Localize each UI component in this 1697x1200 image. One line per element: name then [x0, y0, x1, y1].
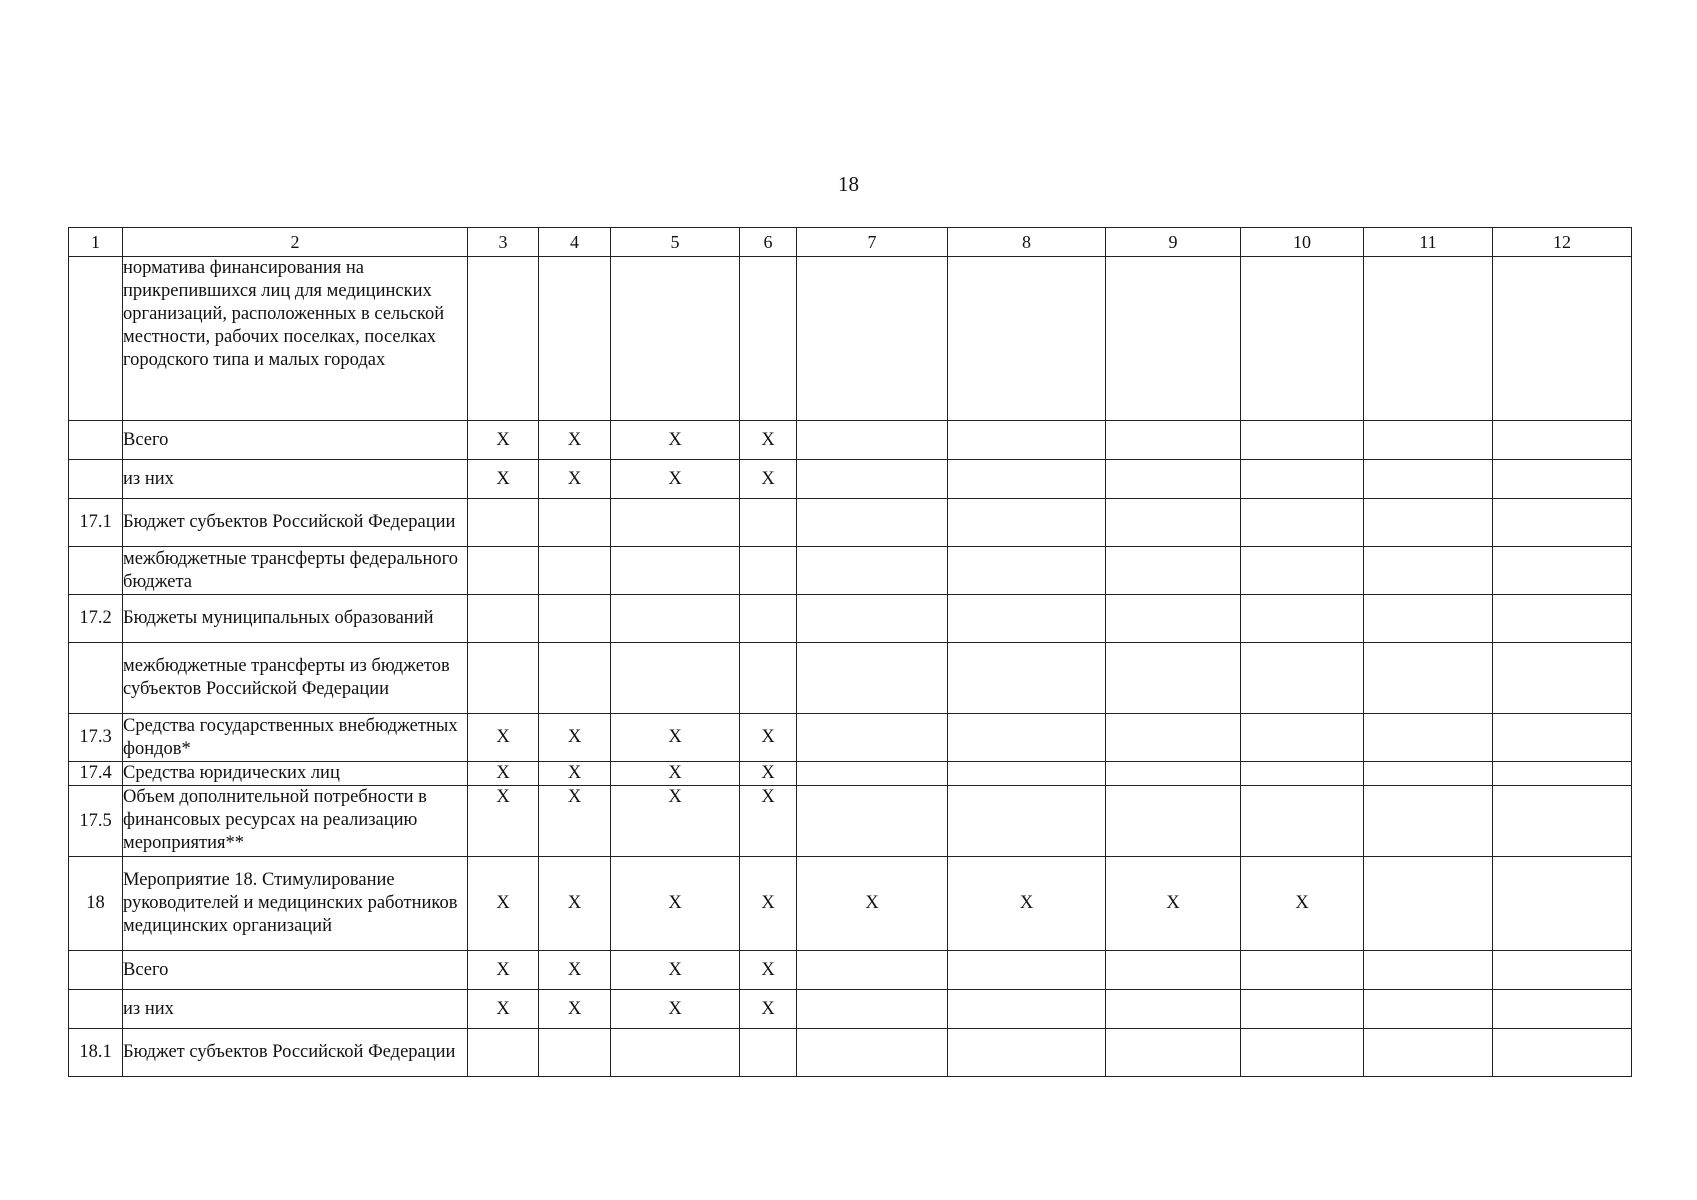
table-cell: [1241, 714, 1364, 762]
column-header: 6: [740, 228, 797, 257]
row-number: 17.3: [69, 714, 123, 762]
table-cell: [740, 1029, 797, 1077]
table-cell: [1364, 257, 1493, 421]
row-description: Средства юридических лиц: [123, 762, 468, 786]
table-row: [69, 951, 1632, 990]
column-header: 1: [69, 228, 123, 257]
row-number: [69, 547, 123, 595]
table-cell: [1241, 421, 1364, 460]
table-cell: [1241, 595, 1364, 643]
table-cell: [468, 595, 539, 643]
table-cell: [539, 257, 611, 421]
table-row: [69, 547, 1632, 595]
table-cell: X: [740, 762, 797, 786]
table-cell: X: [539, 786, 611, 857]
table-row: [69, 990, 1632, 1029]
table-row: [69, 786, 1632, 857]
row-description: Бюджет субъектов Российской Федерации: [123, 1029, 468, 1077]
table-cell: X: [611, 951, 740, 990]
row-description: Всего: [123, 951, 468, 990]
table-cell: [797, 595, 948, 643]
table-cell: [1106, 714, 1241, 762]
table-cell: [1241, 643, 1364, 714]
table-cell: [1241, 990, 1364, 1029]
row-number: 17.2: [69, 595, 123, 643]
table-cell: [740, 595, 797, 643]
table-cell: [948, 1029, 1106, 1077]
table-cell: X: [1241, 857, 1364, 951]
table-cell: [948, 990, 1106, 1029]
column-header: 10: [1241, 228, 1364, 257]
table-cell: [740, 547, 797, 595]
table-cell: X: [611, 786, 740, 857]
row-number: 18: [69, 857, 123, 951]
table-cell: [539, 547, 611, 595]
column-header: 12: [1493, 228, 1632, 257]
table-cell: [948, 786, 1106, 857]
table-cell: [1493, 762, 1632, 786]
table-cell: [1364, 547, 1493, 595]
table-cell: X: [611, 421, 740, 460]
table-cell: X: [611, 460, 740, 499]
table-cell: [1493, 547, 1632, 595]
table-cell: [1241, 762, 1364, 786]
table-cell: X: [468, 762, 539, 786]
table-cell: [1241, 499, 1364, 547]
table-cell: X: [539, 421, 611, 460]
table-cell: [948, 714, 1106, 762]
table-cell: [1106, 1029, 1241, 1077]
column-header: 2: [123, 228, 468, 257]
table-cell: X: [539, 714, 611, 762]
table-cell: [1493, 1029, 1632, 1077]
table-cell: [1493, 460, 1632, 499]
table-cell: X: [468, 857, 539, 951]
table-cell: X: [740, 460, 797, 499]
table-cell: [948, 951, 1106, 990]
table-cell: [1364, 786, 1493, 857]
table-cell: [1364, 1029, 1493, 1077]
table-cell: [611, 257, 740, 421]
column-header: 8: [948, 228, 1106, 257]
column-header: 5: [611, 228, 740, 257]
table-cell: X: [468, 786, 539, 857]
row-description: Средства государственных внебюджетных фондов*: [123, 714, 468, 762]
table-cell: [468, 499, 539, 547]
row-number: 17.4: [69, 762, 123, 786]
row-description: из них: [123, 990, 468, 1029]
table-cell: [797, 499, 948, 547]
table-cell: [948, 762, 1106, 786]
table-cell: [1493, 499, 1632, 547]
table-cell: [1493, 990, 1632, 1029]
table-cell: X: [468, 951, 539, 990]
row-description: Бюджет субъектов Российской Федерации: [123, 499, 468, 547]
table-cell: X: [539, 762, 611, 786]
table-cell: [797, 1029, 948, 1077]
table-cell: [1241, 547, 1364, 595]
table-cell: [1106, 499, 1241, 547]
table-cell: [539, 1029, 611, 1077]
table-cell: [948, 499, 1106, 547]
table-cell: [1493, 421, 1632, 460]
table-cell: [1241, 786, 1364, 857]
table-cell: [468, 257, 539, 421]
table-row: [69, 257, 1632, 421]
table-row: [69, 857, 1632, 951]
table-cell: X: [948, 857, 1106, 951]
table-cell: X: [539, 460, 611, 499]
table-cell: [1364, 499, 1493, 547]
table-cell: X: [740, 714, 797, 762]
table-cell: X: [740, 990, 797, 1029]
table-cell: [1241, 460, 1364, 499]
table-cell: [1106, 257, 1241, 421]
table-cell: X: [611, 857, 740, 951]
table-cell: [1493, 714, 1632, 762]
column-number-row: [69, 228, 1632, 257]
table-cell: [1106, 460, 1241, 499]
table-cell: [1241, 951, 1364, 990]
table-cell: [1364, 421, 1493, 460]
table-cell: [797, 714, 948, 762]
table-cell: X: [468, 421, 539, 460]
table-cell: [1364, 714, 1493, 762]
table-cell: X: [539, 951, 611, 990]
page-number: 18: [838, 172, 859, 196]
table-row: [69, 762, 1632, 786]
table-cell: [1106, 547, 1241, 595]
table-cell: [740, 499, 797, 547]
row-number: [69, 460, 123, 499]
table-row: [69, 499, 1632, 547]
table-cell: [1364, 951, 1493, 990]
table-cell: [1364, 643, 1493, 714]
table-cell: [948, 643, 1106, 714]
column-header: 3: [468, 228, 539, 257]
table-cell: [740, 257, 797, 421]
row-number: 17.1: [69, 499, 123, 547]
row-description: из них: [123, 460, 468, 499]
financing-table: [68, 227, 1632, 1077]
table-cell: [797, 786, 948, 857]
table-cell: X: [740, 421, 797, 460]
table-cell: [1364, 857, 1493, 951]
table-cell: [948, 257, 1106, 421]
column-header: 4: [539, 228, 611, 257]
table-cell: [1493, 786, 1632, 857]
row-description: Бюджеты муниципальных образований: [123, 595, 468, 643]
table-cell: [797, 990, 948, 1029]
table-cell: [1106, 762, 1241, 786]
table-row: [69, 643, 1632, 714]
table-cell: [611, 643, 740, 714]
row-number: [69, 951, 123, 990]
table-cell: X: [539, 990, 611, 1029]
table-cell: X: [611, 762, 740, 786]
table-row: [69, 1029, 1632, 1077]
table-row: [69, 595, 1632, 643]
table-cell: X: [797, 857, 948, 951]
table-cell: [948, 547, 1106, 595]
table-cell: [1364, 595, 1493, 643]
table-cell: [1493, 595, 1632, 643]
table-cell: [1493, 643, 1632, 714]
table-cell: [797, 643, 948, 714]
table-cell: [468, 547, 539, 595]
table-cell: [1106, 786, 1241, 857]
row-number: [69, 257, 123, 421]
table-cell: [797, 257, 948, 421]
table-row: [69, 714, 1632, 762]
table-cell: [948, 460, 1106, 499]
table-cell: [797, 421, 948, 460]
table-cell: [797, 762, 948, 786]
table-cell: [1106, 951, 1241, 990]
table-cell: X: [468, 460, 539, 499]
table-cell: [539, 595, 611, 643]
table-cell: [468, 643, 539, 714]
column-header: 7: [797, 228, 948, 257]
table-cell: [797, 460, 948, 499]
table-cell: [1106, 990, 1241, 1029]
row-number: [69, 421, 123, 460]
table-cell: X: [611, 714, 740, 762]
table-cell: X: [539, 857, 611, 951]
table-cell: [1493, 257, 1632, 421]
row-description: межбюджетные трансферты из бюджетов субъектов Российской Федерации: [123, 643, 468, 714]
table-cell: [740, 643, 797, 714]
table-cell: [797, 951, 948, 990]
row-description: Всего: [123, 421, 468, 460]
table-cell: [1364, 990, 1493, 1029]
table-cell: X: [611, 990, 740, 1029]
table-cell: [611, 595, 740, 643]
table-cell: [1241, 1029, 1364, 1077]
table-cell: [948, 421, 1106, 460]
table-cell: [1241, 257, 1364, 421]
column-header: 9: [1106, 228, 1241, 257]
table-cell: X: [468, 714, 539, 762]
row-description: норматива финансирования на прикрепившихся лиц для медицинских организаций, расположенных в сельской местности, рабочих поселках, поселках городского типа и малых городах: [123, 257, 468, 421]
table-cell: X: [740, 951, 797, 990]
table-cell: [539, 499, 611, 547]
table-cell: [539, 643, 611, 714]
row-number: 17.5: [69, 786, 123, 857]
table-cell: [611, 547, 740, 595]
table-cell: X: [1106, 857, 1241, 951]
table-row: [69, 421, 1632, 460]
table-cell: [797, 547, 948, 595]
row-description: Мероприятие 18. Стимулирование руководителей и медицинских работников медицинских организаций: [123, 857, 468, 951]
table-row: [69, 460, 1632, 499]
row-number: [69, 990, 123, 1029]
row-number: 18.1: [69, 1029, 123, 1077]
table-cell: [1106, 421, 1241, 460]
table-cell: X: [740, 857, 797, 951]
table-cell: X: [740, 786, 797, 857]
table-cell: [468, 1029, 539, 1077]
table-cell: X: [468, 990, 539, 1029]
row-description: Объем дополнительной потребности в финансовых ресурсах на реализацию мероприятия**: [123, 786, 468, 857]
row-number: [69, 643, 123, 714]
table-cell: [611, 1029, 740, 1077]
table-cell: [611, 499, 740, 547]
table-cell: [1493, 951, 1632, 990]
column-header: 11: [1364, 228, 1493, 257]
table-cell: [1364, 762, 1493, 786]
row-description: межбюджетные трансферты федерального бюджета: [123, 547, 468, 595]
table-cell: [1106, 643, 1241, 714]
table-cell: [1364, 460, 1493, 499]
table-cell: [1493, 857, 1632, 951]
table-cell: [948, 595, 1106, 643]
table-cell: [1106, 595, 1241, 643]
